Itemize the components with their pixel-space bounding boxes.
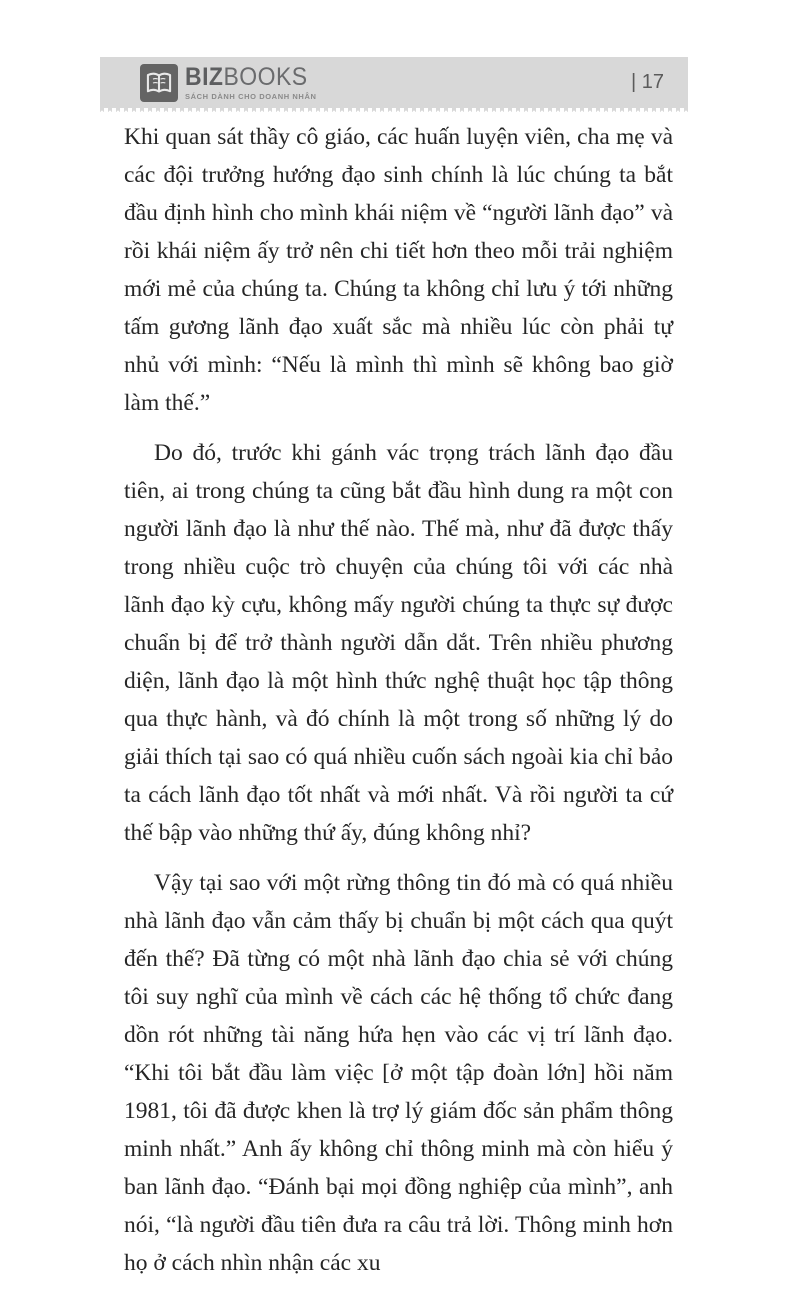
page-number: | 17 — [631, 71, 664, 93]
brand-biz: BIZ — [185, 62, 224, 91]
page-header — [100, 57, 688, 108]
brand-books: BOOKS — [223, 62, 308, 91]
logo-text-block — [185, 62, 318, 101]
page-body — [124, 118, 673, 1294]
brand-wordmark — [185, 62, 308, 91]
open-book-icon — [140, 64, 178, 102]
paragraph-1: Khi quan sát thầy cô giáo, các huấn luyện viên, cha mẹ và các đội trưởng hướng đạo sinh chính là lúc chúng ta bắt đầu định hình cho mình khái niệm về “người lãnh đạo” và rồi khái niệm ấy trở nên chi tiết hơn theo mỗi trải nghiệm mới mẻ của chúng ta. Chúng ta không chỉ lưu ý tới những tấm gương lãnh đạo xuất sắc mà nhiều lúc còn phải tự nhủ với mình: “Nếu là mình thì mình sẽ không bao giờ làm thế.” — [124, 124, 673, 416]
bizbooks-logo — [140, 64, 318, 102]
brand-tagline: SÁCH DÀNH CHO DOANH NHÂN — [185, 91, 317, 101]
paragraph-2: Do đó, trước khi gánh vác trọng trách lãnh đạo đầu tiên, ai trong chúng ta cũng bắt đầu hình dung ra một con người lãnh đạo là như thế nào. Thế mà, như đã được thấy trong nhiều cuộc trò chuyện của chúng tôi với các nhà lãnh đạo kỳ cựu, không mấy người chúng ta thực sự được chuẩn bị để trở thành người dẫn dắt. Trên nhiều phương diện, lãnh đạo là một hình thức nghệ thuật học tập thông qua thực hành, và đó chính là một trong số những lý do giải thích tại sao có quá nhiều cuốn sách ngoài kia chỉ bảo ta cách lãnh đạo tốt nhất và mới nhất. Và rồi người ta cứ thế bập vào những thứ ấy, đúng không nhỉ? — [124, 440, 673, 846]
paragraph-3: Vậy tại sao với một rừng thông tin đó mà có quá nhiều nhà lãnh đạo vẫn cảm thấy bị chuẩn bị một cách qua quýt đến thế? Đã từng có một nhà lãnh đạo chia sẻ với chúng tôi suy nghĩ của mình về cách các hệ thống tổ chức đang dồn rót những tài năng hứa hẹn vào các vị trí lãnh đạo. “Khi tôi bắt đầu làm việc [ở một tập đoàn lớn] hồi năm 1981, tôi đã được khen là trợ lý giám đốc sản phẩm thông minh nhất.” Anh ấy không chỉ thông minh mà còn hiểu ý ban lãnh đạo. “Đánh bại mọi đồng nghiệp của mình”, anh nói, “là người đầu tiên đưa ra câu trả lời. Thông minh hơn họ ở cách nhìn nhận các xu — [124, 870, 673, 1276]
